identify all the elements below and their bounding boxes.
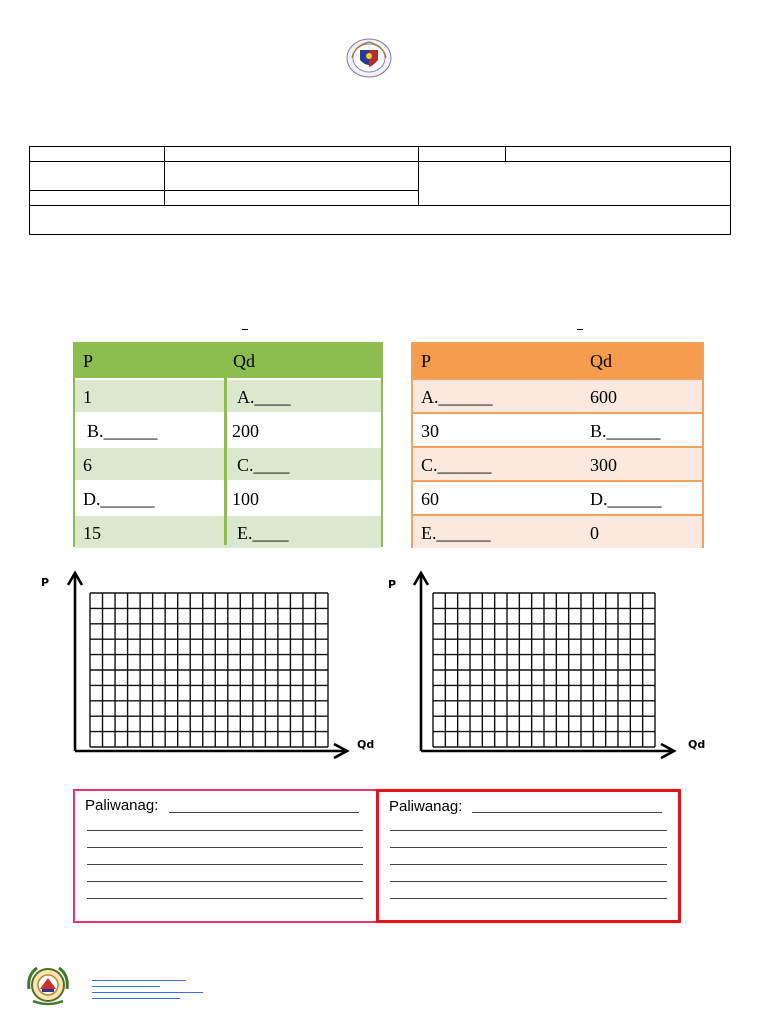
header-p: P: [83, 351, 94, 371]
graph-left-x-label: Qd: [357, 738, 375, 751]
table-row: [413, 412, 702, 446]
answer-line[interactable]: [390, 830, 667, 831]
graph-right: [405, 565, 715, 765]
table-row: [413, 514, 702, 548]
info-grid: [29, 146, 731, 235]
answer-line[interactable]: [472, 812, 662, 813]
cell-qd[interactable]: A.____: [237, 387, 291, 407]
cell-p[interactable]: D.______: [83, 489, 155, 509]
cell-qd[interactable]: C.____: [237, 455, 290, 475]
table-row: [75, 480, 381, 514]
table-row: [75, 378, 381, 412]
dash-mark: [577, 329, 583, 330]
explanation-box-left[interactable]: [73, 789, 378, 923]
graph-left: [60, 565, 355, 765]
footer-link[interactable]: [92, 986, 160, 987]
header-qd: Qd: [590, 351, 612, 371]
answer-line[interactable]: [87, 881, 363, 882]
footer-link[interactable]: [92, 980, 186, 981]
demand-table-right: [411, 342, 704, 548]
answer-line[interactable]: [169, 812, 359, 813]
answer-line[interactable]: [87, 830, 363, 831]
cell-qd: 300: [590, 455, 617, 475]
cell-qd: 200: [232, 421, 259, 441]
cell-qd: 0: [590, 523, 599, 543]
answer-line[interactable]: [87, 898, 363, 899]
cell-qd[interactable]: E.____: [237, 523, 289, 543]
header-qd: Qd: [233, 351, 255, 371]
cell-p[interactable]: A.______: [421, 387, 493, 407]
cell-p[interactable]: B.______: [87, 421, 158, 441]
graph-right-x-label: Qd: [688, 738, 706, 751]
cell-p[interactable]: C.______: [421, 455, 492, 475]
answer-line[interactable]: [390, 847, 667, 848]
grid-left: [90, 593, 328, 747]
cell-p: 6: [83, 455, 92, 475]
table-row: [413, 480, 702, 514]
demand-table-left: [73, 342, 383, 547]
table-row: [413, 446, 702, 480]
header-p: P: [421, 351, 432, 371]
school-seal-icon: [25, 963, 71, 1007]
grid-right: [433, 593, 655, 747]
cell-p: 15: [83, 523, 101, 543]
answer-line[interactable]: [390, 881, 667, 882]
cell-qd: 600: [590, 387, 617, 407]
table-row: [75, 446, 381, 480]
table-header: [413, 344, 702, 378]
explanation-label: Paliwanag:: [85, 797, 159, 814]
dash-mark: [242, 329, 248, 330]
cell-p: 60: [421, 489, 439, 509]
answer-line[interactable]: [87, 847, 363, 848]
cell-qd: 100: [232, 489, 259, 509]
deped-seal-icon: [346, 38, 392, 78]
cell-p: 1: [83, 387, 92, 407]
graph-left-y-label: P: [41, 576, 50, 589]
cell-p[interactable]: E.______: [421, 523, 491, 543]
table-row: [413, 378, 702, 412]
cell-qd[interactable]: B.______: [590, 421, 661, 441]
footer-link[interactable]: [92, 998, 180, 999]
table-header: [75, 344, 381, 378]
cell-qd[interactable]: D.______: [590, 489, 662, 509]
answer-line[interactable]: [390, 864, 667, 865]
graph-right-y-label: P: [388, 578, 397, 591]
table-row: [75, 514, 381, 548]
table-row: [75, 412, 381, 446]
explanation-label: Paliwanag:: [389, 798, 463, 815]
column-divider: [224, 378, 227, 545]
answer-line[interactable]: [87, 864, 363, 865]
footer-link[interactable]: [92, 992, 203, 993]
axes-left: [68, 573, 347, 758]
cell-p: 30: [421, 421, 439, 441]
answer-line[interactable]: [390, 898, 667, 899]
explanation-box-right[interactable]: [376, 789, 681, 923]
